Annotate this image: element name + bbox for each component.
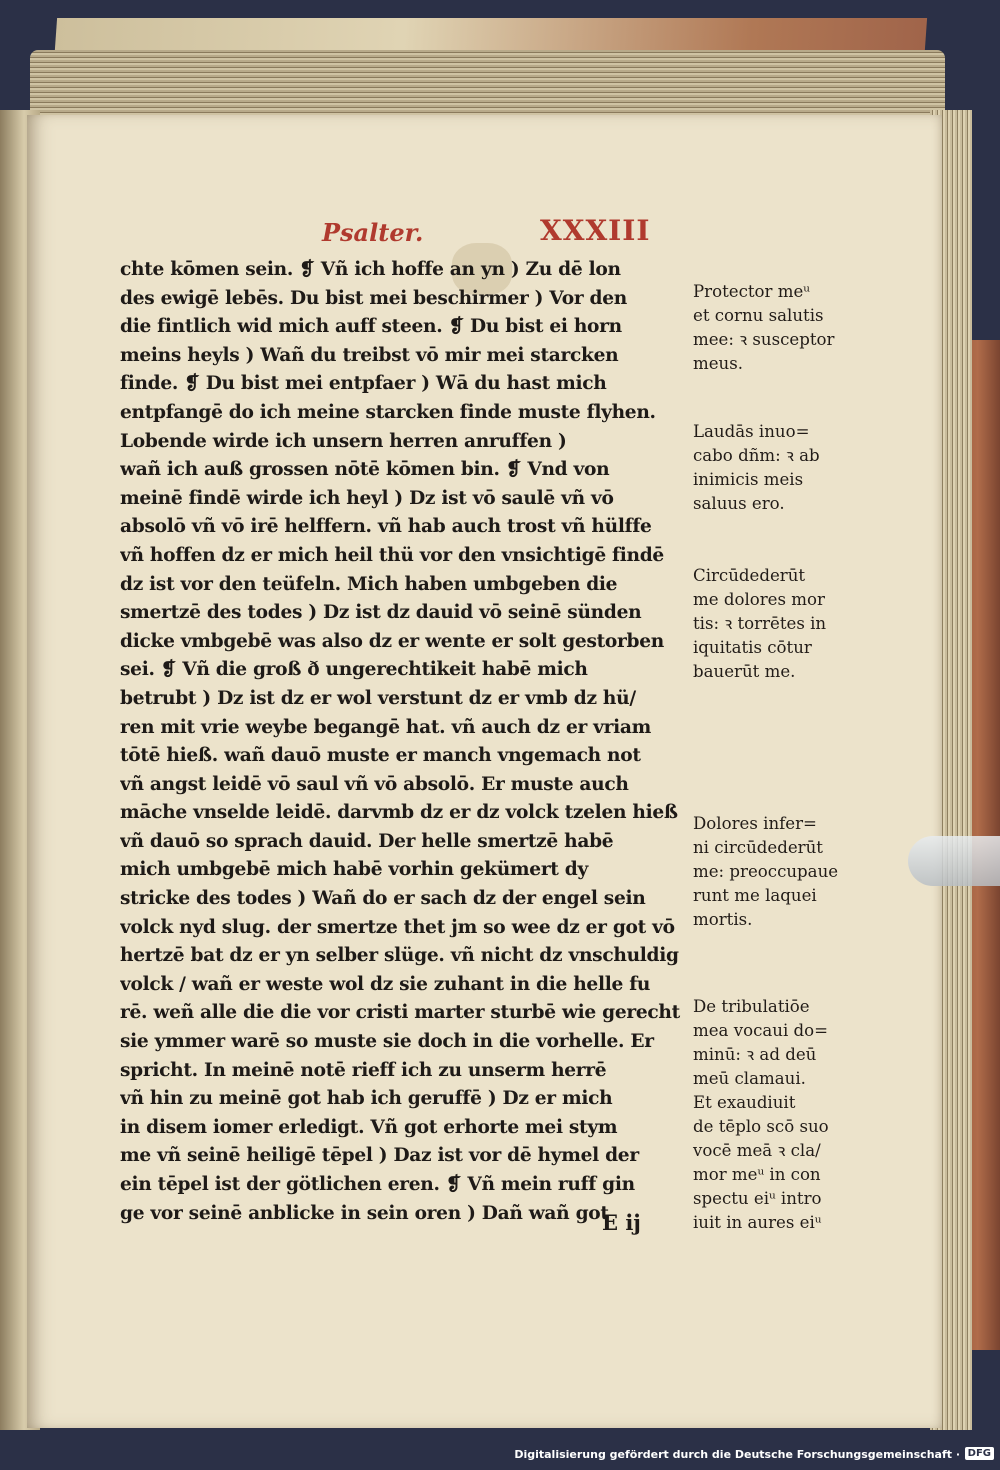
- text-line: ge vor seinē anblicke in sein oren ) Dañ wañ got: [120, 1202, 609, 1224]
- text-line: in disem iomer erledigt. Vñ got erhorte mei stym: [120, 1116, 618, 1138]
- text-line: sei. ❡ Vñ die groß ð ungerechtikeit habē mich: [120, 659, 588, 681]
- page-holder-clip: [908, 836, 1000, 886]
- gloss-line: iuit in aures eiᵘ: [693, 1213, 822, 1232]
- main-text-column: [120, 256, 685, 1228]
- footer-credit: Digitalisierung gefördert durch die Deutsche Forschungsgemeinschaft ·: [514, 1448, 960, 1461]
- gloss-line: mea vocaui do=: [693, 1021, 829, 1040]
- gloss-line: mortis.: [693, 910, 753, 929]
- gloss-line: et cornu salutis: [693, 306, 824, 325]
- gloss-line: me dolores mor: [693, 590, 825, 609]
- text-line: finde. ❡ Du bist mei entpfaer ) Wā du hast mich: [120, 373, 607, 395]
- gloss-protector: [693, 280, 853, 376]
- gloss-line: minū: ꝛ ad deū: [693, 1045, 817, 1064]
- text-line: dicke vmbgebē was also dz er wente er solt gestorben: [120, 630, 664, 652]
- gloss-line: Dolores infer=: [693, 814, 817, 833]
- gloss-laudans: [693, 420, 853, 516]
- text-line: dz ist vor den teüfeln. Mich haben umbgeben die: [120, 573, 618, 595]
- text-line: meins heyls ) Wañ du treibst vō mir mei starcken: [120, 344, 619, 366]
- gloss-dolores-inferni: [693, 812, 853, 932]
- text-line: absolō vñ vō irē helffern. vñ hab auch trost vñ hülffe: [120, 516, 652, 538]
- text-line: volck / wañ er weste wol dz sie zuhant in die helle fu: [120, 973, 651, 995]
- text-line: entpfangē do ich meine starcken finde muste flyhen.: [120, 401, 656, 423]
- text-line: vñ dauō so sprach dauid. Der helle smertzē habē: [120, 830, 614, 852]
- gloss-line: mor meᵘ in con: [693, 1165, 821, 1184]
- text-line: sie ymmer warē so muste sie doch in die vorhelle. Er: [120, 1031, 654, 1053]
- signature-mark: E ij: [602, 1210, 641, 1235]
- text-line: hertzē bat dz er yn selber slüge. vñ nicht dz vnschuldig: [120, 945, 679, 967]
- gloss-line: Et exaudiuit: [693, 1093, 796, 1112]
- text-line: ren mit vrie weybe begangē hat. vñ auch dz er vriam: [120, 716, 652, 738]
- text-line: rē. weñ alle die die vor cristi marter sturbē wie gerecht: [120, 1002, 680, 1024]
- folio-number: XXXIII: [540, 214, 651, 247]
- text-line: ein tēpel ist der götlichen eren. ❡ Vñ mein ruff gin: [120, 1174, 635, 1195]
- gloss-line: vocē meā ꝛ cla/: [693, 1141, 821, 1160]
- gloss-line: Circūdederūt: [693, 566, 806, 585]
- text-line: vñ hoffen dz er mich heil thü vor den vnsichtigē findē: [120, 544, 664, 566]
- gloss-line: runt me laquei: [693, 886, 817, 905]
- gloss-circumdederunt: [693, 564, 853, 684]
- text-line: chte kōmen sein. ❡ Vñ ich hoffe an yn ) Zu dē lon: [120, 259, 621, 280]
- text-line: māche vnselde leidē. darvmb dz er dz volck tzelen hieß: [120, 802, 678, 824]
- gloss-line: meus.: [693, 354, 744, 373]
- text-line: me vñ seinē heiligē tēpel ) Daz ist vor dē hymel der: [120, 1145, 639, 1167]
- dfg-logo: DFG: [965, 1447, 994, 1460]
- gloss-line: me: preoccupaue: [693, 862, 839, 881]
- gloss-line: cabo dñm: ꝛ ab: [693, 446, 820, 465]
- gloss-line: De tribulatiōe: [693, 997, 810, 1016]
- text-line: die fintlich wid mich auff steen. ❡ Du bist ei horn: [120, 316, 622, 338]
- text-line: tōtē hieß. wañ dauō muste er manch vngemach not: [120, 745, 641, 767]
- gloss-line: iquitatis cōtur: [693, 638, 812, 657]
- gloss-line: Protector meᵘ: [693, 282, 810, 301]
- text-line: betrubt ) Dz ist dz er wol verstunt dz er vmb dz hü/: [120, 687, 636, 709]
- running-head-title: Psalter.: [322, 218, 424, 247]
- text-line: vñ hin zu meinē got hab ich geruffē ) Dz er mich: [120, 1088, 613, 1110]
- text-line: des ewigē lebēs. Du bist mei beschirmer ) Vor den: [120, 287, 627, 309]
- gloss-line: de tēplo scō suo: [693, 1117, 829, 1136]
- gloss-line: mee: ꝛ susceptor: [693, 330, 835, 349]
- gloss-line: bauerūt me.: [693, 662, 796, 681]
- text-line: meinē findē wirde ich heyl ) Dz ist vō saulē vñ vō: [120, 487, 614, 509]
- text-line: Lobende wirde ich unsern herren anruffen ): [120, 430, 567, 452]
- gloss-line: tis: ꝛ torrētes in: [693, 614, 827, 633]
- text-line: stricke des todes ) Wañ do er sach dz der engel sein: [120, 888, 646, 910]
- text-line: smertzē des todes ) Dz ist dz dauid vō seinē sünden: [120, 602, 642, 624]
- text-line: vñ angst leidē vō saul vñ vō absolō. Er muste auch: [120, 773, 629, 795]
- gloss-de-tribulatione: [693, 995, 853, 1235]
- text-line: wañ ich auß grossen nōtē kōmen bin. ❡ Vnd von: [120, 459, 610, 481]
- text-line: spricht. In meinē notē rieff ich zu unserm herrē: [120, 1059, 607, 1081]
- gloss-line: ni circūdederūt: [693, 838, 823, 857]
- text-line: volck nyd slug. der smertze thet jm so wee dz er got vō: [120, 916, 675, 938]
- gloss-line: spectu eiᵘ intro: [693, 1189, 822, 1208]
- gloss-line: meū clamaui.: [693, 1069, 806, 1088]
- text-line: mich umbgebē mich habē vorhin gekümert dy: [120, 859, 588, 881]
- gloss-line: inimicis meis: [693, 470, 804, 489]
- gloss-line: saluus ero.: [693, 494, 785, 513]
- gloss-line: Laudās inuo=: [693, 422, 810, 441]
